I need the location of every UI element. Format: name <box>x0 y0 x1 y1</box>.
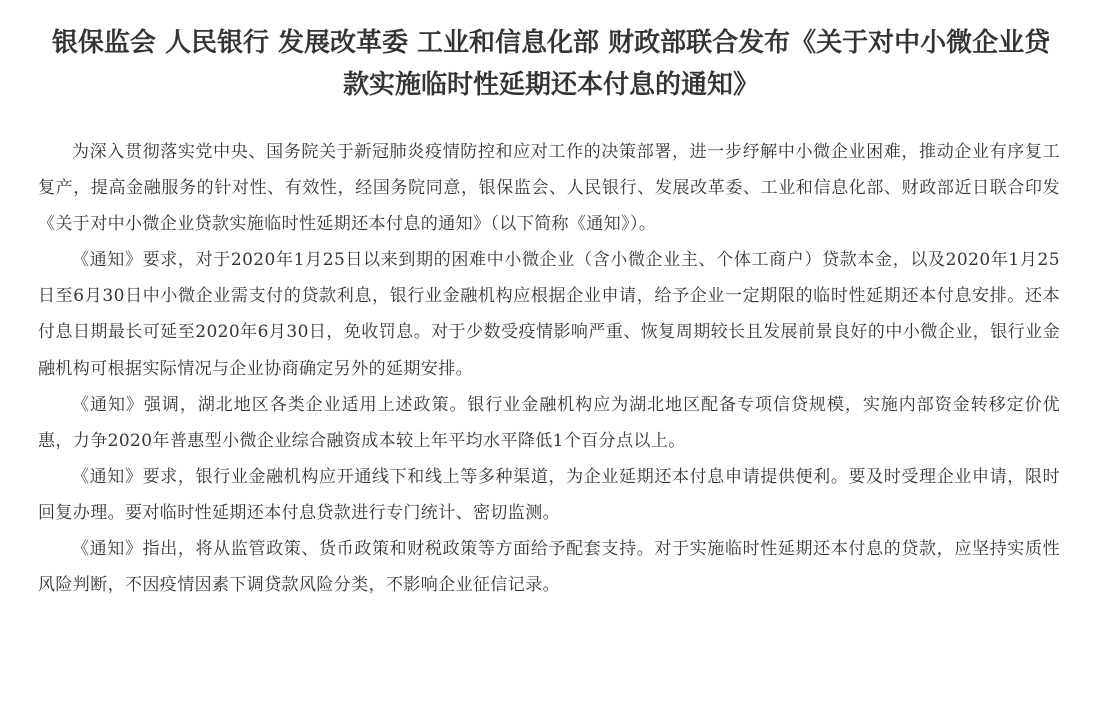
paragraph: 《通知》要求，对于2020年1月25日以来到期的困难中小微企业（含小微企业主、个体工商户）贷款本金，以及2020年1月25日至6月30日中小微企业需支付的贷款利息，银行业金融机构应根据企业申请，给予企业一定期限的临时性延期还本付息安排。还本付息日期最长可延至2020年6月30日，免收罚息。对于少数受疫情影响严重、恢复周期较长且发展前景良好的中小微企业，银行业金融机构可根据实际情况与企业协商确定另外的延期安排。 <box>38 250 1060 379</box>
paragraph: 为深入贯彻落实党中央、国务院关于新冠肺炎疫情防控和应对工作的决策部署，进一步纾解中小微企业困难，推动企业有序复工复产，提高金融服务的针对性、有效性，经国务院同意，银保监会、人民银行、发展改革委、工业和信息化部、财政部近日联合印发《关于对中小微企业贷款实施临时性延期还本付息的通知》（以下简称《通知》）。 <box>38 142 1060 235</box>
article-body <box>38 134 1060 603</box>
paragraph: 《通知》要求，银行业金融机构应开通线下和线上等多种渠道，为企业延期还本付息申请提供便利。要及时受理企业申请，限时回复办理。要对临时性延期还本付息贷款进行专门统计、密切监测。 <box>38 466 1060 523</box>
paragraph: 《通知》强调，湖北地区各类企业适用上述政策。银行业金融机构应为湖北地区配备专项信贷规模，实施内部资金转移定价优惠，力争2020年普惠型小微企业综合融资成本较上年平均水平降低1个百分点以上。 <box>38 394 1060 451</box>
article-title: 银保监会 人民银行 发展改革委 工业和信息化部 财政部联合发布《关于对中小微企业贷款实施临时性延期还本付息的通知》 <box>51 28 1051 100</box>
paragraph: 《通知》指出，将从监管政策、货币政策和财税政策等方面给予配套支持。对于实施临时性延期还本付息的贷款，应坚持实质性风险判断，不因疫情因素下调贷款风险分类，不影响企业征信记录。 <box>38 539 1060 596</box>
